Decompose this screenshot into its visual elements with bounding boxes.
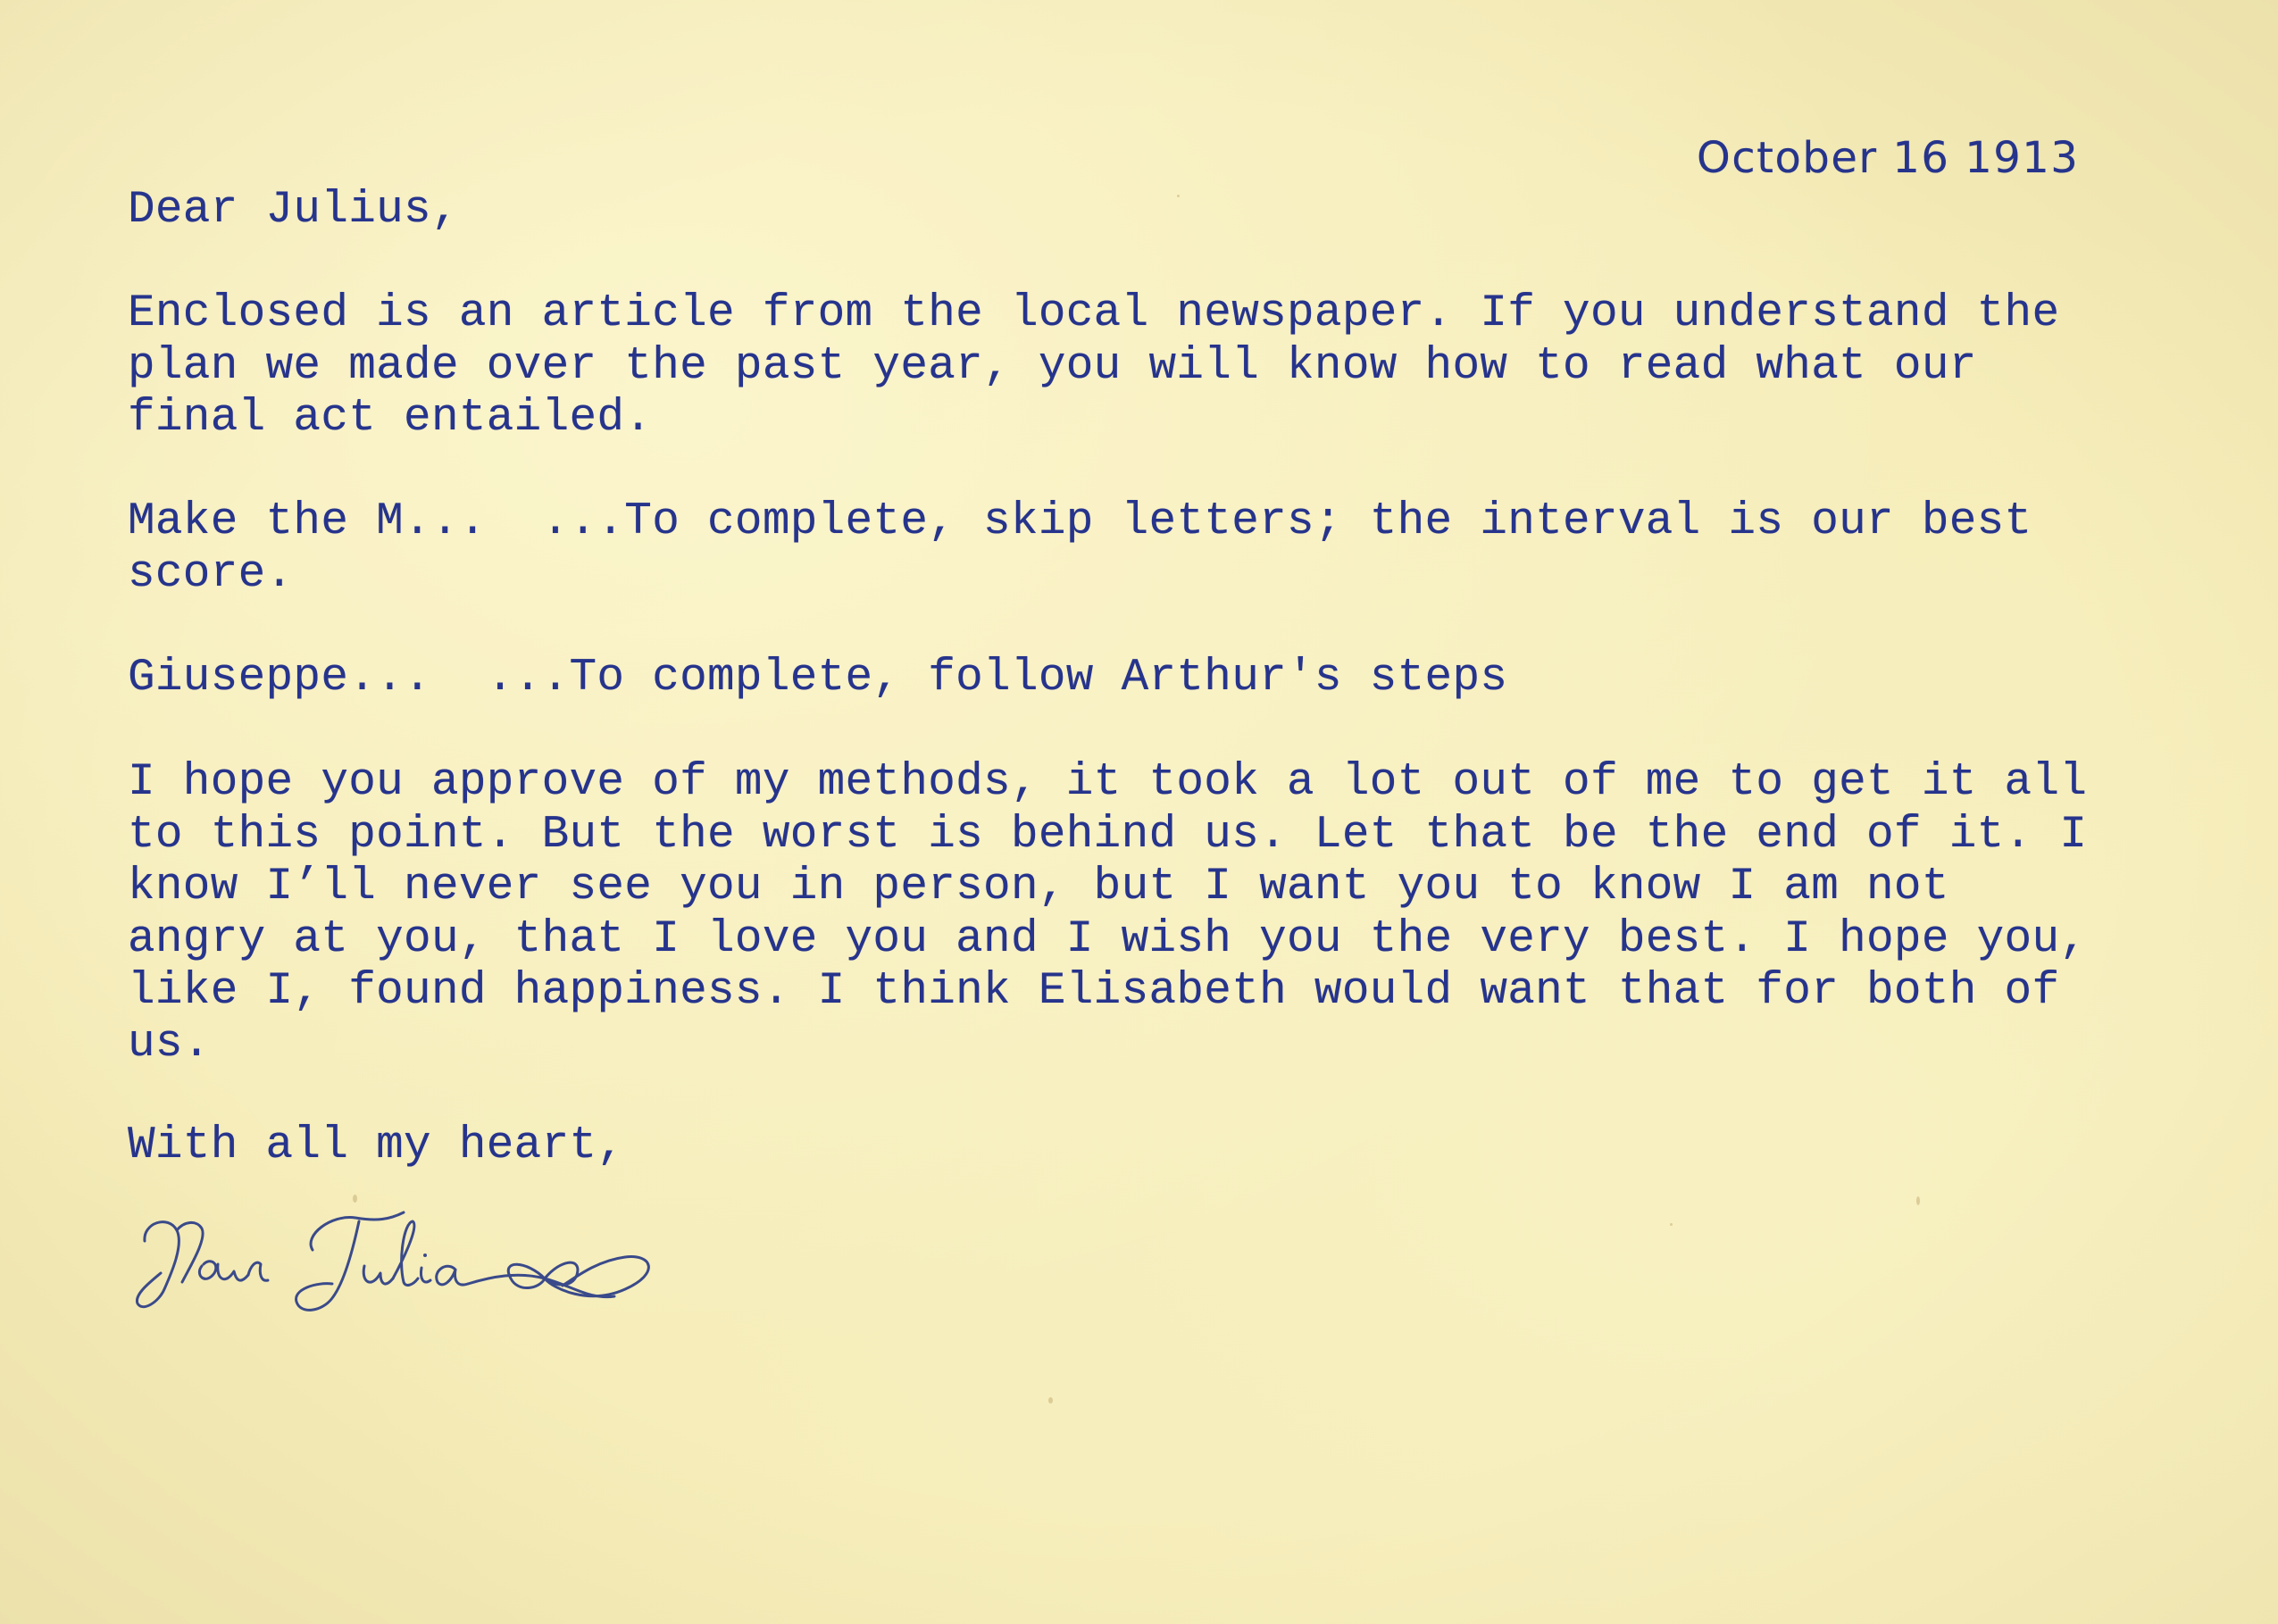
paragraph-clue-giuseppe: Giuseppe... ...To complete, follow Arthur's steps [128,653,1508,704]
paper-speck [1048,1397,1053,1403]
paper-speck [1670,1223,1673,1226]
paragraph-clue-m: Make the M... ...To complete, skip letters; the interval is our best score. [128,496,2032,600]
salutation: Dear Julius, [128,185,459,236]
handwritten-signature [125,1196,661,1330]
paper-speck [1916,1196,1920,1205]
paragraph-personal-message: I hope you approve of my methods, it took a lot out of me to get it all to this point. But the worst is behind us. Let that be the end of it. I know I’ll never see you in person, but I want you to know I am not angry at you, that I love you and I wish you the very best. I hope you, like I, found happiness. I think Elisabeth would want that for both of us. [128,757,2088,1070]
paragraph-enclosed-article: Enclosed is an article from the local newspaper. If you understand the plan we made over the past year, you will know how to read what our final act entailed. [128,288,2060,444]
letter-date: October 16 1913 [1697,133,2080,183]
closing-line: With all my heart, [128,1120,625,1171]
paper-speck [1177,195,1180,197]
